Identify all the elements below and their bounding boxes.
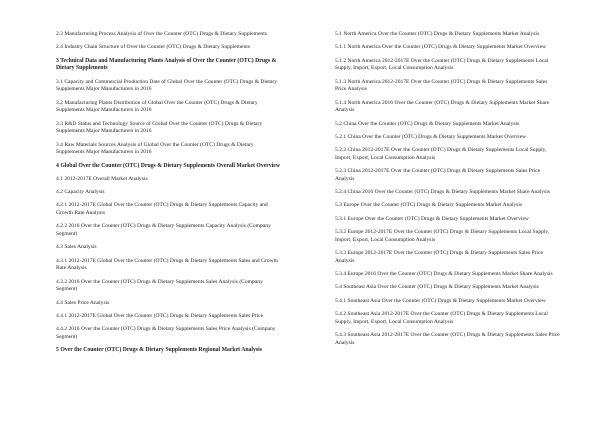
toc-entry: 5.4 Southeast Asia Over the Counter (OTC) Drugs & Dietary Supplements Market Analysis [335, 284, 539, 291]
toc-entry: 3.3 R&D Status and Technology Source of Global Over the Counter (OTC) Drugs & Dietary Supplements Major Manufacturers in 2016 [56, 120, 263, 135]
toc-entry: 5.4.3 Southeast Asia 2012-2017E Over the Counter (OTC) Drugs & Dietary Supplements Sales Price Analysis [335, 331, 560, 346]
toc-entry: 4.2.1 2012-2017E Global Over the Counter (OTC) Drugs & Dietary Supplements Capacity and Growth Rate Analysis [56, 202, 268, 217]
toc-entry: 5.3.3 Europe 2012-2017E Over the Counter (OTC) Drugs & Dietary Supplements Sales Price Analysis [335, 250, 543, 264]
toc-entry: 5.3.1 Europe Over the Counter (OTC) Drugs & Dietary Supplements Market Overview [335, 215, 529, 222]
toc-entry: 4.2.2 2016 Over the Counter (OTC) Drugs & Dietary Supplements Capacity Analysis (Company Segment) [56, 223, 271, 238]
toc-entry: 5.1 North America Over the Counter (OTC) Drugs & Dietary Supplements Market Analysis [335, 31, 540, 37]
toc-entry: 5.4.2 Southeast Asia 2012-2017E Over the Counter (OTC) Drugs & Dietary Supplements Local Supply, Import, Export, Local Consumption Analysis [335, 310, 548, 325]
toc-entry: 5.2 China Over the Counter (OTC) Drugs & Dietary Supplements Market Analysis [335, 120, 520, 127]
toc-entry: 5.3.4 Europe 2016 Over the Counter (OTC) Drugs & Dietary Supplements Market Share Analysis [335, 271, 553, 278]
toc-entry: 5.1.2 North America 2012-2017E Over the Counter (OTC) Drugs & Dietary Supplements Local Supply, Import, Export, Local Consumption Analysis [335, 57, 549, 72]
toc-entry: 5.3.2 Europe 2012-2017E Over the Counter (OTC) Drugs & Dietary Supplements Local Supply, Import, Export, Local Consumption Analysis [335, 229, 550, 243]
toc-entry: 4.4.1 2012-2017E Global Over the Counter (OTC) Drugs & Dietary Supplements Sales Price [56, 313, 264, 320]
toc-entry: 4.4 Sales Price Analysis [56, 299, 110, 306]
toc-entry: 3.1 Capacity and Commercial Production Date of Global Over the Counter (OTC) Drugs & Dietary Supplements Major Manufacturers in 2016 [56, 78, 278, 93]
toc-entry: 5.2.3 China 2012-2017E Over the Counter (OTC) Drugs & Dietary Supplements Sales Price Analysis [335, 168, 541, 182]
toc-entry: 4.3.2 2016 Over the Counter (OTC) Drugs & Dietary Supplements Sales Analysis (Company Segment) [56, 278, 263, 293]
toc-entry: 2.3 Manufacturing Process Analysis of Over the Counter (OTC) Drugs & Dietary Supplements [56, 31, 267, 37]
toc-entry: 4.3.1 2012-2017E Global Over the Counter (OTC) Drugs & Dietary Supplements Sales and Growth Rate Analysis [56, 257, 278, 272]
toc-entry: 5.2.2 China 2012-2017E Over the Counter (OTC) Drugs & Dietary Supplements Local Supply, Import, Export, Local Consumption Analysis [335, 147, 547, 161]
toc-entry: 4.2 Capacity Analysis [56, 189, 105, 196]
toc-entry: 3.4 Raw Materials Sources Analysis of Global Over the Counter (OTC) Drugs & Dietary Supplements Major Manufacturers in 2016 [56, 141, 254, 156]
toc-entry: 5.4.1 Southeast Asia Over the Counter (OTC) Drugs & Dietary Supplements Market Overview [335, 297, 546, 304]
toc-section-heading: 3 Technical Data and Manufacturing Plants Analysis of Over the Counter (OTC) Drugs & Dietary Supplements [56, 57, 277, 72]
toc-column-right [335, 31, 560, 424]
toc-entry: 2.4 Industry Chain Structure of Over the Counter (OTC) Drugs & Dietary Supplements [56, 44, 250, 51]
toc-entry: 5.2.4 China 2016 Over the Counter (OTC) Drugs & Dietary Supplements Market Share Analysis [335, 189, 550, 196]
toc-entry: 5.1.3 North America 2012-2017E Over the Counter (OTC) Drugs & Dietary Supplements Sales Price Analysis [335, 78, 548, 93]
toc-column-left [56, 31, 281, 424]
toc-entry: 5.1.1 North America Over the Counter (OTC) Drugs & Dietary Supplements Market Overview [335, 44, 547, 51]
toc-entry: 5.1.4 North America 2016 Over the Counter (OTC) Drugs & Dietary Supplements Market Share Analysis [335, 99, 550, 114]
toc-entry: 5.2.1 China Over the Counter (OTC) Drugs & Dietary Supplements Market Overview [335, 133, 527, 140]
toc-entry: 4.3 Sales Analysis [56, 244, 97, 251]
toc-entry: 3.2 Manufacturing Plants Distribution of Global Over the Counter (OTC) Drugs & Dietary Supplements Major Manufacturers in 2016 [56, 99, 258, 114]
toc-entry: 5.3 Europe Over the Counter (OTC) Drugs & Dietary Supplements Market Analysis [335, 202, 523, 209]
toc-entry: 4.4.2 2016 Over the Counter (OTC) Drugs & Dietary Supplements Sales Price Analysis (Company Segment) [56, 326, 276, 341]
toc-section-heading: 4 Global Over the Counter (OTC) Drugs & Dietary Supplements Overall Market Overview [56, 162, 281, 169]
toc-entry: 4.1 2012-2017E Overall Market Analysis [56, 175, 148, 182]
toc-section-heading: 5 Over the Counter (OTC) Drugs & Dietary Supplements Regional Market Analysis [56, 347, 262, 354]
